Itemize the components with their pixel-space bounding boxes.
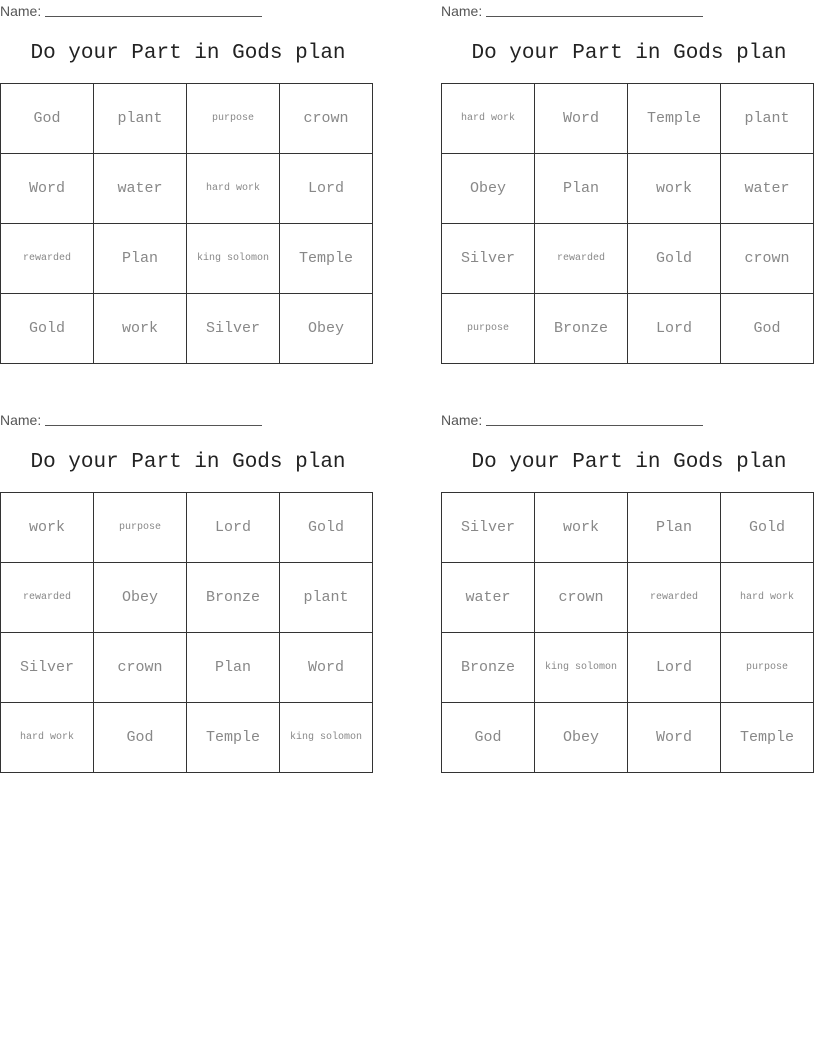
grid-cell: Bronze <box>442 633 535 703</box>
grid-row <box>442 224 814 294</box>
grid-cell: Plan <box>628 493 721 563</box>
grid-cell: Temple <box>721 703 814 773</box>
grid-cell: Lord <box>187 493 280 563</box>
grid-row <box>442 154 814 224</box>
grid-cell: Obey <box>280 294 373 364</box>
grid-cell: water <box>94 154 187 224</box>
name-field <box>0 412 262 428</box>
bingo-grid <box>441 492 814 773</box>
grid-cell: plant <box>280 563 373 633</box>
grid-cell: crown <box>721 224 814 294</box>
grid-cell: God <box>442 703 535 773</box>
grid-cell: Plan <box>94 224 187 294</box>
grid-cell: work <box>94 294 187 364</box>
grid-cell: hard work <box>442 84 535 154</box>
name-blank-line <box>45 3 262 17</box>
grid-cell: work <box>1 493 94 563</box>
grid-cell: purpose <box>721 633 814 703</box>
card-title: Do your Part in Gods plan <box>471 451 787 474</box>
grid-cell: crown <box>94 633 187 703</box>
grid-cell: Lord <box>280 154 373 224</box>
grid-cell: crown <box>535 563 628 633</box>
grid-cell: king solomon <box>187 224 280 294</box>
grid-cell: Word <box>535 84 628 154</box>
grid-cell: Temple <box>280 224 373 294</box>
grid-cell: plant <box>94 84 187 154</box>
grid-cell: God <box>721 294 814 364</box>
grid-row <box>442 294 814 364</box>
grid-row <box>1 563 373 633</box>
grid-row <box>442 84 814 154</box>
grid-cell: God <box>94 703 187 773</box>
grid-cell: Silver <box>1 633 94 703</box>
grid-cell: Word <box>628 703 721 773</box>
grid-cell: water <box>721 154 814 224</box>
grid-row <box>442 703 814 773</box>
grid-cell: Gold <box>1 294 94 364</box>
grid-row <box>1 224 373 294</box>
grid-cell: water <box>442 563 535 633</box>
grid-cell: rewarded <box>535 224 628 294</box>
grid-cell: purpose <box>94 493 187 563</box>
grid-cell: crown <box>280 84 373 154</box>
grid-cell: Gold <box>628 224 721 294</box>
grid-row <box>1 84 373 154</box>
grid-cell: Plan <box>535 154 628 224</box>
card-title: Do your Part in Gods plan <box>30 42 346 65</box>
grid-cell: God <box>1 84 94 154</box>
grid-cell: purpose <box>187 84 280 154</box>
grid-row <box>1 294 373 364</box>
grid-cell: hard work <box>721 563 814 633</box>
grid-cell: Silver <box>442 493 535 563</box>
bingo-grid <box>441 83 814 364</box>
card-title: Do your Part in Gods plan <box>30 451 346 474</box>
bingo-grid <box>0 83 373 364</box>
grid-row <box>1 493 373 563</box>
name-label: Name: <box>0 412 42 428</box>
grid-cell: work <box>628 154 721 224</box>
grid-cell: Gold <box>721 493 814 563</box>
bingo-grid <box>0 492 373 773</box>
grid-row <box>442 493 814 563</box>
grid-cell: Obey <box>442 154 535 224</box>
name-label: Name: <box>0 3 42 19</box>
grid-cell: Bronze <box>187 563 280 633</box>
grid-cell: Temple <box>628 84 721 154</box>
grid-cell: purpose <box>442 294 535 364</box>
grid-cell: hard work <box>1 703 94 773</box>
grid-cell: Lord <box>628 633 721 703</box>
name-blank-line <box>45 412 262 426</box>
name-label: Name: <box>441 412 483 428</box>
name-blank-line <box>486 412 703 426</box>
name-field <box>441 412 703 428</box>
grid-cell: Obey <box>535 703 628 773</box>
name-blank-line <box>486 3 703 17</box>
grid-cell: Word <box>280 633 373 703</box>
grid-cell: hard work <box>187 154 280 224</box>
grid-row <box>1 703 373 773</box>
name-label: Name: <box>441 3 483 19</box>
grid-cell: king solomon <box>280 703 373 773</box>
grid-cell: Temple <box>187 703 280 773</box>
grid-cell: Silver <box>187 294 280 364</box>
grid-cell: plant <box>721 84 814 154</box>
grid-cell: Obey <box>94 563 187 633</box>
grid-cell: rewarded <box>1 563 94 633</box>
card-title: Do your Part in Gods plan <box>471 42 787 65</box>
grid-row <box>442 633 814 703</box>
grid-row <box>1 154 373 224</box>
grid-cell: Gold <box>280 493 373 563</box>
grid-cell: Word <box>1 154 94 224</box>
grid-cell: Plan <box>187 633 280 703</box>
grid-cell: king solomon <box>535 633 628 703</box>
grid-cell: Lord <box>628 294 721 364</box>
grid-row <box>442 563 814 633</box>
name-field <box>0 3 262 19</box>
grid-row <box>1 633 373 703</box>
grid-cell: rewarded <box>1 224 94 294</box>
grid-cell: rewarded <box>628 563 721 633</box>
name-field <box>441 3 703 19</box>
grid-cell: Bronze <box>535 294 628 364</box>
grid-cell: Silver <box>442 224 535 294</box>
grid-cell: work <box>535 493 628 563</box>
